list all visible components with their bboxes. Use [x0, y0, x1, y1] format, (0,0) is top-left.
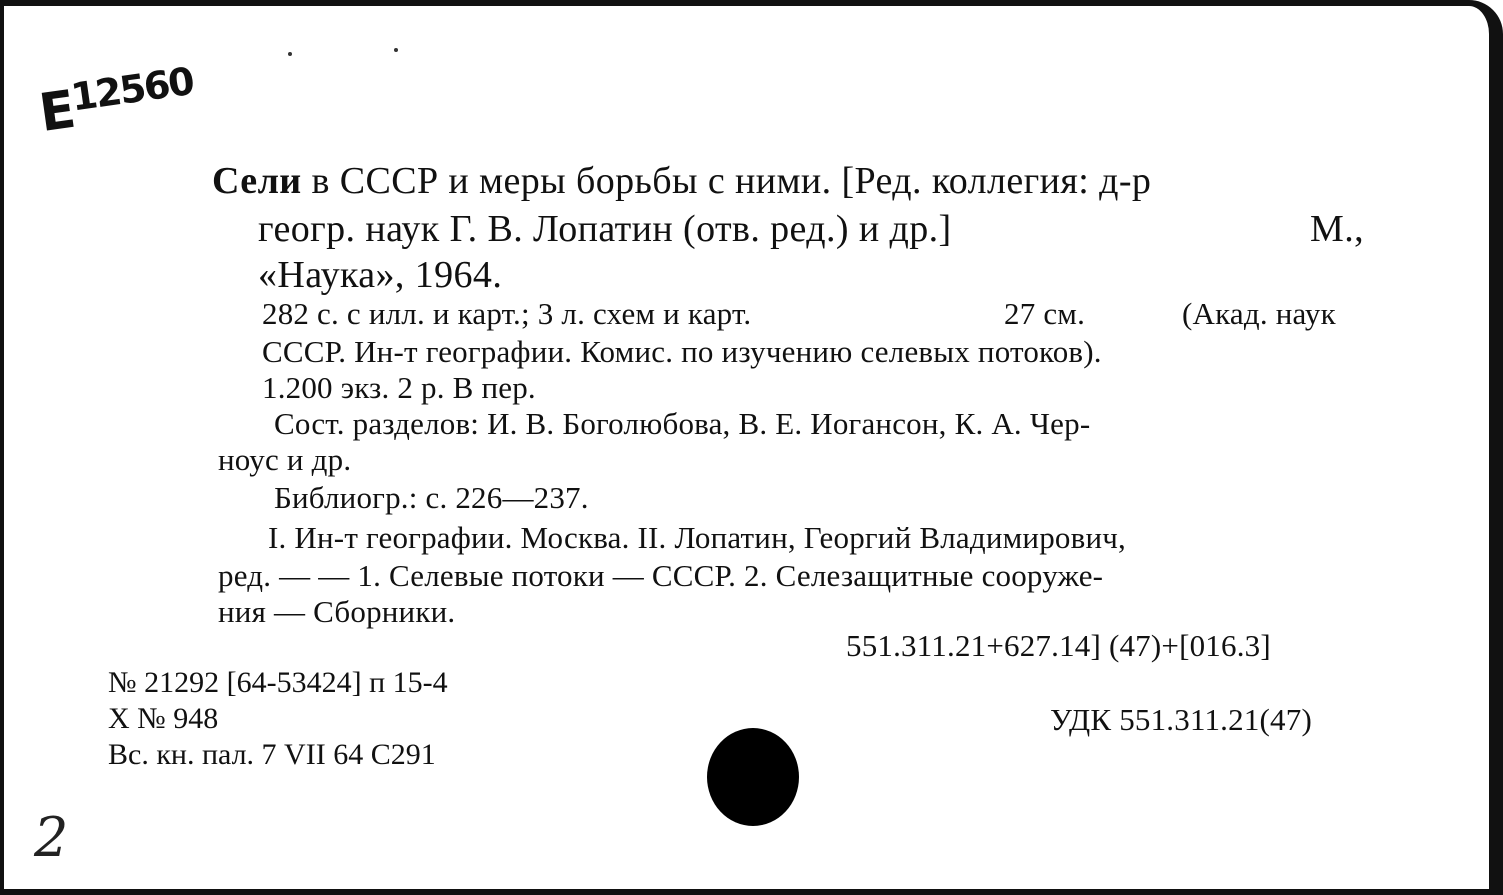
- dimensions: 27 см.: [1004, 296, 1086, 331]
- title-rest: в СССР и меры борьбы с ними. [Ред. коллегия: д-р: [311, 160, 1152, 202]
- x-number: Х № 948: [108, 702, 219, 735]
- classification-index: 551.311.21+627.14] (47)+[016.3]: [846, 628, 1271, 663]
- udk-code: УДК 551.311.21(47): [1050, 702, 1312, 737]
- order-number: № 21292 [64-53424] п 15-4: [108, 666, 448, 699]
- tracings-line-3: ния — Сборники.: [218, 594, 456, 629]
- series-start: (Акад. наук: [1182, 296, 1336, 331]
- accession-digits: 12560: [68, 58, 196, 120]
- title-heading-word: Сели: [212, 160, 302, 202]
- publisher-year: «Наука», 1964.: [258, 254, 503, 296]
- contents-note: Сост. разделов: И. В. Боголюбова, В. Е. Иогансон, К. А. Чер-: [274, 406, 1091, 441]
- accession-number-handwritten: [35, 58, 199, 144]
- title-line-1: [212, 162, 1151, 200]
- print-run-price: 1.200 экз. 2 р. В пер.: [262, 370, 536, 405]
- tracings-line-1: I. Ин-т географии. Москва. II. Лопатин, Георгий Владимирович,: [268, 520, 1126, 555]
- tracings-line-2: ред. — — 1. Селевые потоки — СССР. 2. Селезащитные сооруже-: [218, 558, 1104, 593]
- ink-speck: [288, 52, 292, 56]
- contents-note-cont: ноус и др.: [218, 442, 352, 477]
- handwritten-mark: 2: [34, 806, 69, 869]
- accession-letter: E: [35, 79, 78, 144]
- place-of-publication: М.,: [1310, 208, 1364, 250]
- punch-hole: [707, 728, 799, 826]
- title-line-2: геогр. наук Г. В. Лопатин (отв. ред.) и др.]: [258, 208, 952, 250]
- book-chamber-line: Вс. кн. пал. 7 VII 64 С291: [108, 738, 436, 771]
- series-statement: СССР. Ин-т географии. Комис. по изучению селевых потоков).: [262, 334, 1102, 369]
- ink-speck: [394, 48, 398, 52]
- physical-description: 282 с. с илл. и карт.; 3 л. схем и карт.: [262, 296, 752, 331]
- bibliography-note: Библиогр.: с. 226—237.: [274, 480, 589, 515]
